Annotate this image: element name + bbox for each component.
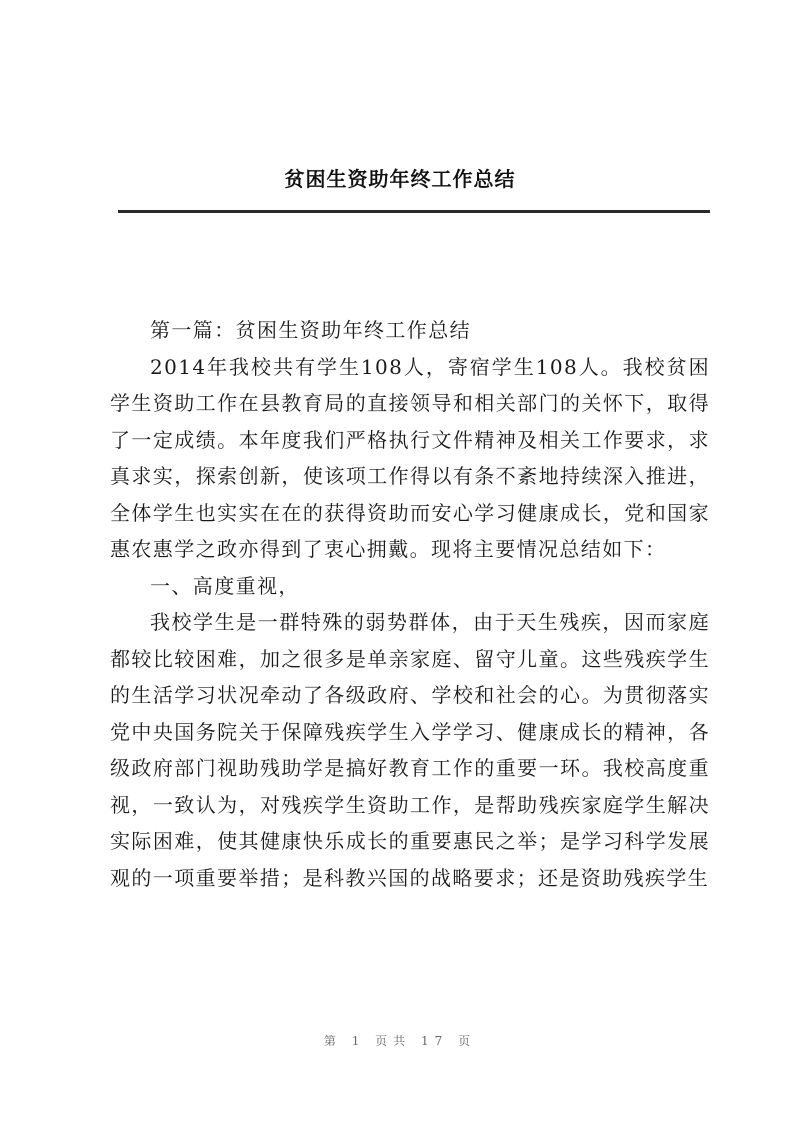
- page-footer: 第 1 页共 17 页: [323, 1034, 477, 1048]
- body-paragraph: 2014年我校共有学生108人，寄宿学生108人。我校贫困学生资助工作在县教育局的直接领导和相关部门的关怀下，取得了一定成绩。本年度我们严格执行文件精神及相关工作要求，求真求实，探索创新，使该项工作得以有条不紊地持续深入推进，全体学生也实实在在的获得资助而安心学习健康成长，党和国家惠农惠学之政亦得到了衷心拥戴。现将主要情况总结如下：: [110, 354, 710, 561]
- subsection-heading: 一、高度重视，: [150, 573, 300, 598]
- document-body: [110, 312, 710, 896]
- section-heading: 第一篇：贫困生资助年终工作总结: [150, 318, 471, 342]
- document-title: 贫困生资助年终工作总结: [284, 167, 516, 191]
- title-underline: [118, 210, 710, 213]
- body-paragraph: 我校学生是一群特殊的弱势群体，由于天生残疾，因而家庭都较比较困难，加之很多是单亲家庭、留守儿童。这些残疾学生的生活学习状况牵动了各级政府、学校和社会的心。为贯彻落实党中央国务院关于保障残疾学生入学学习、健康成长的精神，各级政府部门视助残助学是搞好教育工作的重要一环。我校高度重视，一致认为，对残疾学生资助工作，是帮助残疾家庭学生解决实际困难，使其健康快乐成长的重要惠民之举；是学习科学发展观的一项重要举措；是科教兴国的战略要求；还是资助残疾学生: [110, 610, 710, 890]
